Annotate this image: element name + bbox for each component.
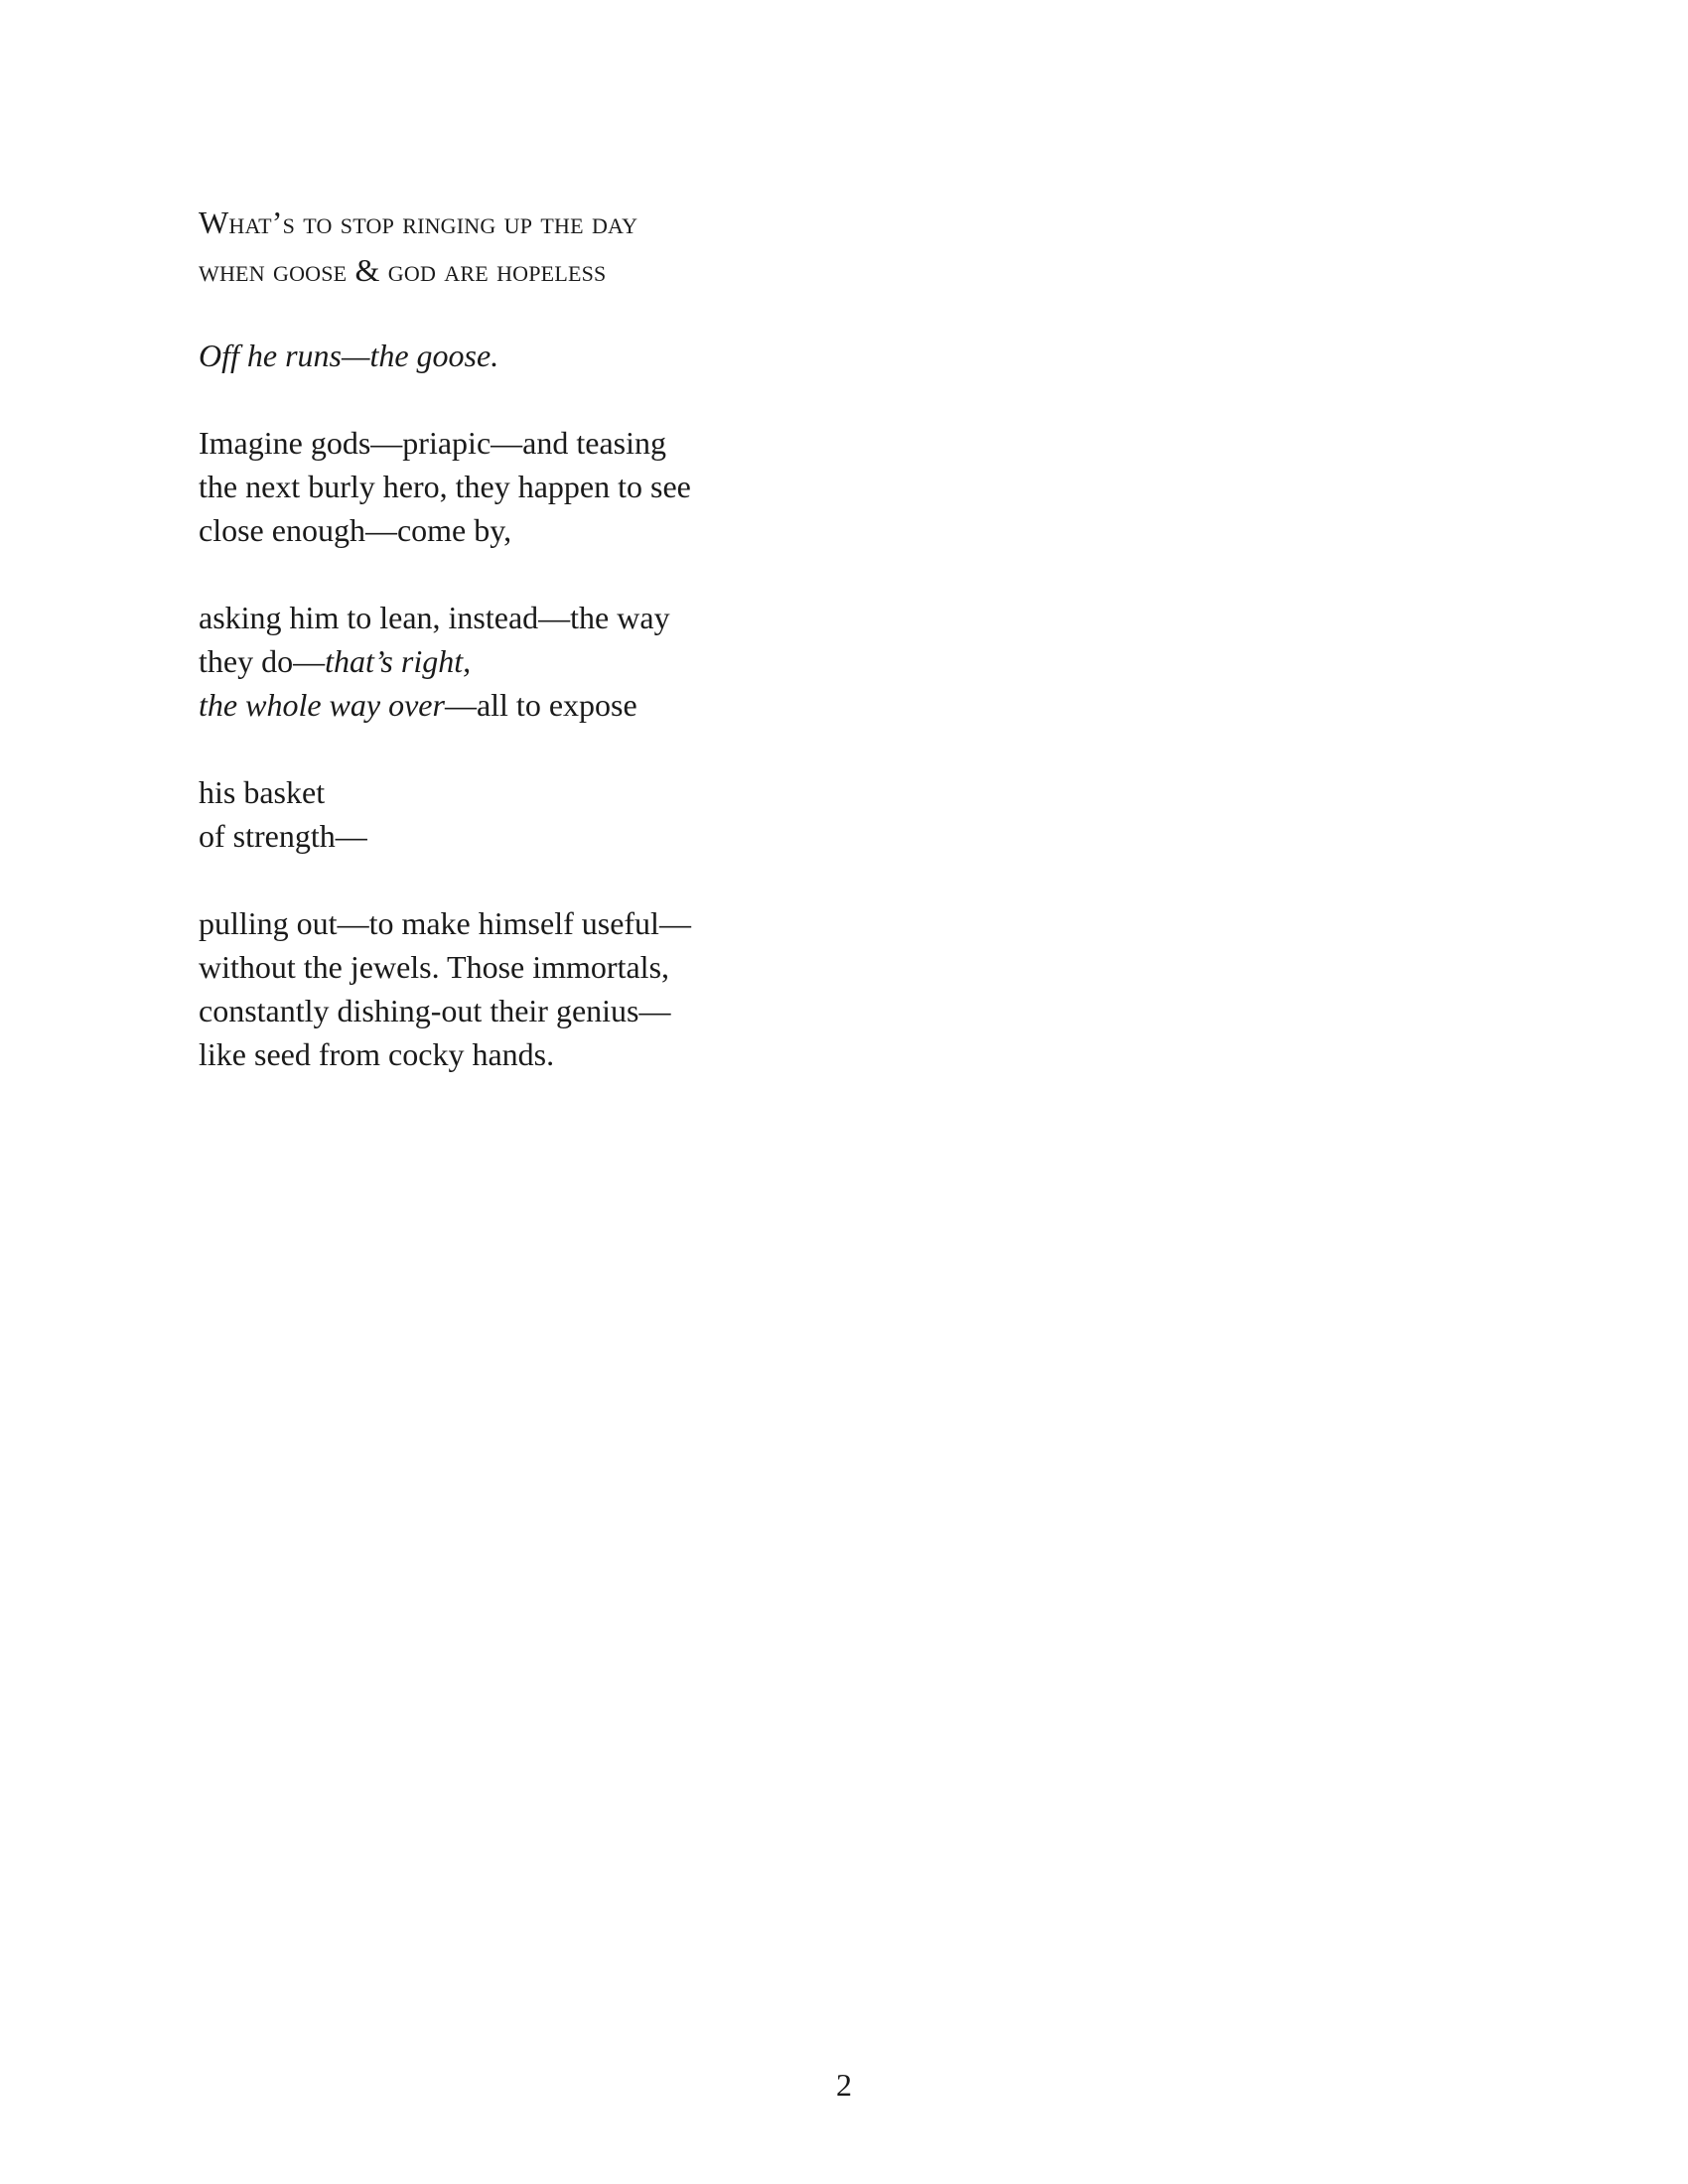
- stanza-2-line-3: [199, 683, 1092, 727]
- stanza-3-line-2: of strength—: [199, 818, 367, 854]
- poem-title-line-1: What’s to stop ringing up the day: [199, 205, 638, 240]
- stanza-1-line-3: close enough—come by,: [199, 512, 512, 548]
- stanza-4-line-2: without the jewels. Those immortals,: [199, 949, 670, 985]
- stanza-2-line-2-roman: they do—: [199, 643, 326, 679]
- stanza-1-line-2: the next burly hero, they happen to see: [199, 469, 691, 504]
- stanza-2: [199, 596, 1092, 727]
- stanza-3: [199, 770, 1092, 858]
- stanza-4-line-1: pulling out—to make himself useful—: [199, 905, 691, 941]
- stanza-3-line-1: his basket: [199, 774, 326, 810]
- stanza-2-line-1: asking him to lean, instead—the way: [199, 600, 670, 635]
- epigraph: Off he runs—the goose.: [199, 338, 499, 373]
- stanza-2-line-3-italic: the whole way over: [199, 687, 445, 723]
- poem-title: [199, 199, 1092, 294]
- stanza-2-line-2: [199, 639, 1092, 683]
- stanza-2-line-3-roman: —all to expose: [444, 687, 637, 723]
- page-number: 2: [836, 2067, 852, 2103]
- poem: [199, 199, 1092, 1120]
- poem-title-line-2: when goose & god are hopeless: [199, 252, 607, 288]
- stanza-1: [199, 421, 1092, 552]
- stanza-1-line-1: Imagine gods—priapic—and teasing: [199, 425, 666, 461]
- stanza-4: [199, 901, 1092, 1076]
- stanza-2-line-2-italic: that’s right,: [325, 643, 472, 679]
- stanza-4-line-3: constantly dishing-out their genius—: [199, 993, 671, 1028]
- stanza-4-line-4: like seed from cocky hands.: [199, 1036, 555, 1072]
